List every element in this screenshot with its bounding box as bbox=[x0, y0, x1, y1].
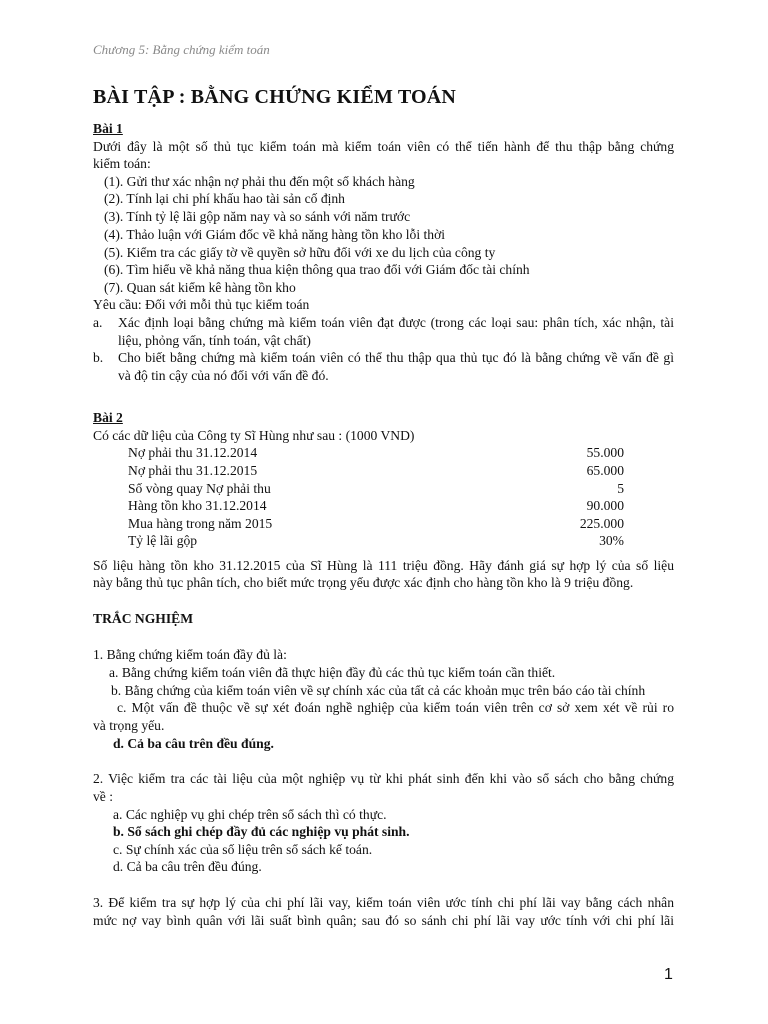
q2-question-line1: 2. Việc kiểm tra các tài liệu của một nghiệp vụ từ khi phát sinh đến khi vào sổ sách cho bằng chứng bbox=[93, 771, 674, 786]
q2-option-c: c. Sự chính xác của số liệu trên sổ sách kế toán. bbox=[113, 842, 373, 857]
bai2-row-label: Tỷ lệ lãi gộp bbox=[128, 533, 198, 548]
q1-question: 1. Bằng chứng kiểm toán đầy đủ là: bbox=[93, 647, 287, 662]
bai1-item-4: (4). Thảo luận với Giám đốc về khả năng hàng tồn kho lỗi thời bbox=[104, 227, 446, 242]
bai2-row-value: 30% bbox=[599, 533, 624, 548]
bai2-row-label: Hàng tồn kho 31.12.2014 bbox=[128, 498, 267, 513]
trac-nghiem-heading: TRẮC NGHIỆM bbox=[93, 611, 194, 626]
bai1-item-1: (1). Gửi thư xác nhận nợ phải thu đến một số khách hàng bbox=[104, 174, 415, 189]
page-header: Chương 5: Bằng chứng kiểm toán bbox=[93, 42, 270, 57]
q1-option-a: a. Bằng chứng kiểm toán viên đã thực hiện đầy đủ các thủ tục kiểm toán cần thiết. bbox=[109, 665, 556, 680]
bai2-heading: Bài 2 bbox=[93, 410, 123, 425]
bai2-data-row bbox=[0, 532, 768, 550]
bai1-req-b-line1: Cho biết bằng chứng mà kiểm toán viên có thể thu thập qua thủ tục đó là bằng chứng về vấn đề gì bbox=[118, 350, 674, 365]
q1-option-d: d. Cả ba câu trên đều đúng. bbox=[113, 736, 274, 751]
bai2-data-row bbox=[0, 497, 768, 515]
q1-option-c-line1: c. Một vấn đề thuộc về sự xét đoán nghề nghiệp của kiểm toán viên trên cơ sở xem xét về rủi ro bbox=[117, 700, 674, 715]
bai1-intro-line2: kiểm toán: bbox=[93, 156, 151, 171]
bai1-item-6: (6). Tìm hiểu về khả năng thua kiện thông qua trao đổi với Giám đốc tài chính bbox=[104, 262, 530, 277]
bai2-data-row bbox=[0, 515, 768, 533]
bai2-intro: Có các dữ liệu của Công ty Sĩ Hùng như sau : (1000 VND) bbox=[93, 428, 415, 443]
q2-option-d: d. Cả ba câu trên đều đúng. bbox=[113, 859, 262, 874]
q2-option-a: a. Các nghiệp vụ ghi chép trên sổ sách thì có thực. bbox=[113, 807, 387, 822]
bai2-row-label: Mua hàng trong năm 2015 bbox=[128, 516, 273, 531]
bai2-conclusion-line2: này bằng thủ tục phân tích, cho biết mức trọng yếu được xác định cho hàng tồn kho là 9 triệu đồng. bbox=[93, 575, 634, 590]
bai2-row-value: 65.000 bbox=[586, 463, 624, 478]
bai1-req-b-line2: và độ tin cậy của nó đối với vấn đề đó. bbox=[118, 368, 329, 383]
bai1-req-b-label: b. bbox=[93, 350, 104, 365]
page-number: 1 bbox=[664, 966, 673, 983]
bai2-row-label: Nợ phải thu 31.12.2014 bbox=[128, 445, 258, 460]
bai1-item-5: (5). Kiểm tra các giấy tờ về quyền sở hữu đối với xe du lịch của công ty bbox=[104, 245, 496, 260]
bai2-data-row bbox=[0, 444, 768, 462]
bai1-intro-line1: Dưới đây là một số thủ tục kiểm toán mà kiểm toán viên có thể tiến hành để thu thập bằng chứng bbox=[93, 139, 674, 154]
q2-option-b: b. Sổ sách ghi chép đầy đủ các nghiệp vụ phát sinh. bbox=[113, 824, 410, 839]
page-title: BÀI TẬP : BẰNG CHỨNG KIỂM TOÁN bbox=[93, 86, 457, 108]
bai2-data-row bbox=[0, 462, 768, 480]
q3-question-line2: mức nợ vay bình quân với lãi suất bình quân; sau đó so sánh chi phí lãi vay ước tính với chi phí lãi bbox=[93, 913, 674, 928]
bai1-item-7: (7). Quan sát kiểm kê hàng tồn kho bbox=[104, 280, 296, 295]
bai1-request: Yêu cầu: Đối với mỗi thủ tục kiểm toán bbox=[93, 297, 310, 312]
bai1-req-a-line1: Xác định loại bằng chứng mà kiểm toán viên đạt được (trong các loại sau: phân tích, xác nhận, tài bbox=[118, 315, 674, 330]
bai2-row-label: Nợ phải thu 31.12.2015 bbox=[128, 463, 258, 478]
bai2-row-value: 225.000 bbox=[579, 516, 624, 531]
q3-question-line1: 3. Để kiểm tra sự hợp lý của chi phí lãi vay, kiểm toán viên ước tính chi phí lãi vay bằng cách nhân bbox=[93, 895, 674, 910]
bai2-row-value: 5 bbox=[617, 481, 624, 496]
bai2-data-row bbox=[0, 480, 768, 498]
q2-question-line2: về : bbox=[93, 789, 114, 804]
bai1-item-3: (3). Tính tỷ lệ lãi gộp năm nay và so sánh với năm trước bbox=[104, 209, 411, 224]
bai2-row-value: 55.000 bbox=[586, 445, 624, 460]
bai1-req-a-line2: liệu, phỏng vấn, tính toán, vật chất) bbox=[118, 333, 311, 348]
q1-option-b: b. Bằng chứng của kiểm toán viên về sự chính xác của tất cả các khoản mục trên báo cáo tài chính bbox=[111, 683, 646, 698]
bai1-heading: Bài 1 bbox=[93, 121, 123, 136]
q1-option-c-line2: và trọng yếu. bbox=[93, 718, 165, 733]
bai2-row-label: Số vòng quay Nợ phải thu bbox=[128, 481, 271, 496]
bai1-req-a-label: a. bbox=[93, 315, 103, 330]
bai1-item-2: (2). Tính lại chi phí khấu hao tài sản cố định bbox=[104, 191, 345, 206]
bai2-conclusion-line1: Số liệu hàng tồn kho 31.12.2015 của Sĩ Hùng là 111 triệu đồng. Hãy đánh giá sự hợp lý của số liệu bbox=[93, 558, 674, 573]
bai2-row-value: 90.000 bbox=[586, 498, 624, 513]
